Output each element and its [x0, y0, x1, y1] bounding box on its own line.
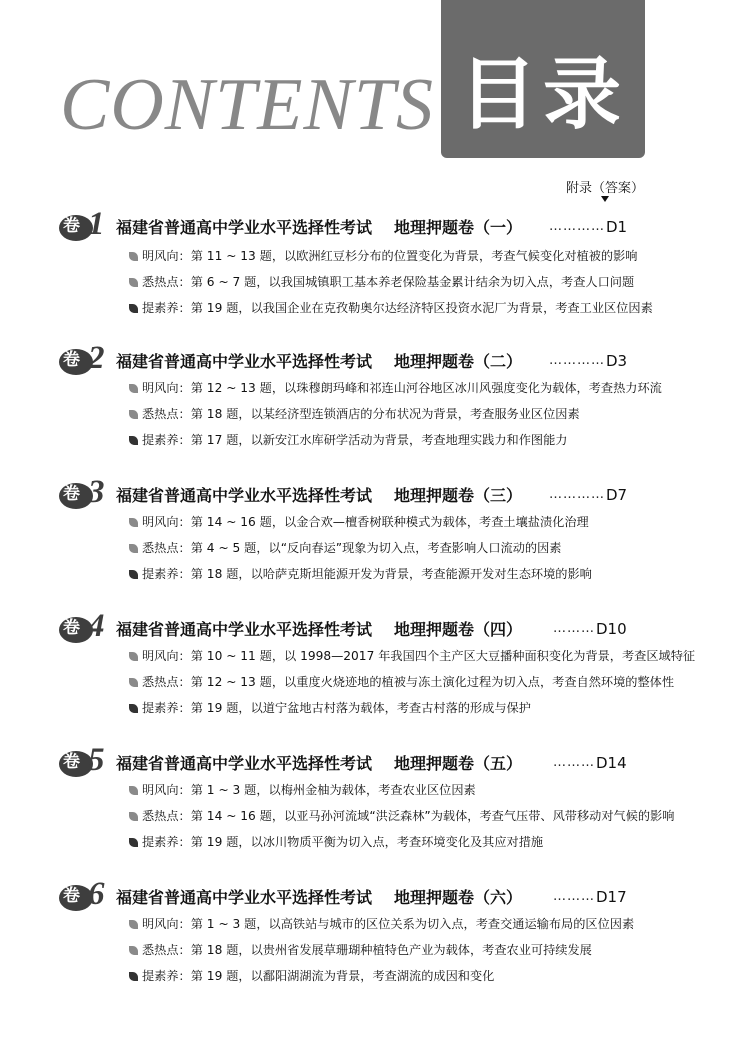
list-item	[129, 247, 637, 265]
list-item	[129, 431, 567, 449]
leaf-icon	[129, 252, 138, 261]
item-text: 明风向：第 11 ~ 13 题，以欧洲红豆杉分布的位置变化为背景，考查气候变化对植被的影响	[142, 249, 638, 263]
leaf-icon	[129, 570, 138, 579]
item-text: 提素养：第 19 题，以鄱阳湖湖流为背景，考查湖流的成因和变化	[142, 969, 495, 983]
appendix-label: 附录（答案）	[566, 181, 645, 196]
leader-dots: …………	[549, 353, 605, 368]
item-text: 提素养：第 19 题，以我国企业在克孜勒奥尔达经济特区投资水泥厂为背景，考查工业区位因素	[142, 301, 653, 315]
list-item	[129, 647, 695, 665]
section-title-sub: 地理押题卷（一）	[394, 218, 523, 237]
leader-dots: …………	[549, 219, 605, 234]
section-title[interactable]	[116, 218, 522, 238]
section-badge	[59, 340, 109, 377]
item-text: 悉热点：第 18 题，以某经济型连锁酒店的分布状况为背景，考查服务业区位因素	[142, 407, 580, 421]
page-title-chinese: 目录	[459, 50, 628, 140]
section-title[interactable]	[116, 486, 522, 506]
list-item	[129, 807, 674, 825]
title-box	[441, 0, 645, 158]
item-text: 提素养：第 19 题，以冰川物质平衡为切入点，考查环境变化及其应对措施	[142, 835, 544, 849]
section-badge	[59, 876, 109, 913]
leaf-icon	[129, 436, 138, 445]
section-title-sub: 地理押题卷（六）	[394, 888, 523, 907]
section-title-main: 福建省普通高中学业水平选择性考试	[116, 754, 373, 773]
item-text: 明风向：第 1 ~ 3 题，以高铁站与城市的区位关系为切入点，考查交通运输布局的区位因素	[142, 917, 635, 931]
badge-label: 卷	[63, 216, 80, 236]
leaf-icon	[129, 838, 138, 847]
section-title[interactable]	[116, 888, 522, 908]
page-number[interactable]: D14	[596, 754, 627, 772]
section-title-main: 福建省普通高中学业水平选择性考试	[116, 888, 373, 907]
section-title-sub: 地理押题卷（四）	[394, 620, 523, 639]
section-badge	[59, 742, 109, 779]
toc-section-6	[0, 876, 749, 1003]
item-text: 提素养：第 19 题，以道宁盆地古村落为载体，考查古村落的形成与保护	[142, 701, 531, 715]
leaf-icon	[129, 946, 138, 955]
leaf-icon	[129, 518, 138, 527]
item-text: 悉热点：第 6 ~ 7 题，以我国城镇职工基本养老保险基金累计结余为切入点，考查人口问题	[142, 275, 635, 289]
item-text: 明风向：第 14 ~ 16 题，以金合欢—檀香树联种模式为载体，考查土壤盐渍化治理	[142, 515, 589, 529]
toc-section-2	[0, 340, 749, 467]
page-number[interactable]: D7	[606, 486, 628, 504]
item-text: 提素养：第 17 题，以新安江水库研学活动为背景，考查地理实践力和作图能力	[142, 433, 568, 447]
section-title-main: 福建省普通高中学业水平选择性考试	[116, 620, 373, 639]
leaf-icon	[129, 304, 138, 313]
list-item	[129, 299, 653, 317]
leaf-icon	[129, 652, 138, 661]
badge-label: 卷	[63, 752, 80, 772]
section-title-sub: 地理押题卷（二）	[394, 352, 523, 371]
list-item	[129, 513, 589, 531]
section-badge	[59, 608, 109, 645]
section-title[interactable]	[116, 352, 522, 372]
badge-label: 卷	[63, 350, 80, 370]
leader-dots: …………	[549, 487, 605, 502]
badge-label: 卷	[63, 886, 80, 906]
leader-dots: ………	[553, 621, 595, 636]
page-number[interactable]: D3	[606, 352, 628, 370]
badge-label: 卷	[63, 484, 80, 504]
badge-number: 1	[88, 206, 105, 242]
list-item	[129, 833, 543, 851]
badge-label: 卷	[63, 618, 80, 638]
list-item	[129, 379, 662, 397]
leaf-icon	[129, 786, 138, 795]
leader-dots: ………	[553, 889, 595, 904]
page-number[interactable]: D10	[596, 620, 627, 638]
list-item	[129, 565, 592, 583]
badge-number: 4	[88, 608, 105, 644]
list-item	[129, 539, 561, 557]
leader-dots: ………	[553, 755, 595, 770]
list-item	[129, 673, 674, 691]
section-title-main: 福建省普通高中学业水平选择性考试	[116, 486, 373, 505]
section-title-main: 福建省普通高中学业水平选择性考试	[116, 352, 373, 371]
item-text: 明风向：第 1 ~ 3 题，以梅州金柚为载体，考查农业区位因素	[142, 783, 476, 797]
section-badge	[59, 206, 109, 243]
page-number[interactable]: D17	[596, 888, 627, 906]
leaf-icon	[129, 704, 138, 713]
section-title[interactable]	[116, 754, 522, 774]
section-title-sub: 地理押题卷（三）	[394, 486, 523, 505]
toc-section-5	[0, 742, 749, 869]
item-text: 明风向：第 10 ~ 11 题，以 1998—2017 年我国四个主产区大豆播种面积变化为背景，考查区域特征	[142, 649, 696, 663]
down-arrow-icon	[601, 196, 609, 202]
leaf-icon	[129, 410, 138, 419]
leaf-icon	[129, 812, 138, 821]
leaf-icon	[129, 384, 138, 393]
leaf-icon	[129, 678, 138, 687]
badge-number: 5	[88, 742, 105, 778]
list-item	[129, 273, 634, 291]
toc-section-3	[0, 474, 749, 601]
section-title[interactable]	[116, 620, 522, 640]
badge-number: 6	[88, 876, 105, 912]
leaf-icon	[129, 920, 138, 929]
item-text: 提素养：第 18 题，以哈萨克斯坦能源开发为背景，考查能源开发对生态环境的影响	[142, 567, 592, 581]
item-text: 明风向：第 12 ~ 13 题，以珠穆朗玛峰和祁连山河谷地区冰川风强度变化为载体，考查热力环流	[142, 381, 662, 395]
badge-number: 2	[88, 340, 105, 376]
list-item	[129, 405, 580, 423]
leaf-icon	[129, 544, 138, 553]
page-title-english: CONTENTS	[60, 64, 435, 146]
list-item	[129, 941, 592, 959]
leaf-icon	[129, 972, 138, 981]
section-badge	[59, 474, 109, 511]
list-item	[129, 915, 634, 933]
list-item	[129, 781, 476, 799]
list-item	[129, 967, 494, 985]
item-text: 悉热点：第 12 ~ 13 题，以重度火烧迹地的植被与冻土演化过程为切入点，考查自然环境的整体性	[142, 675, 675, 689]
item-text: 悉热点：第 14 ~ 16 题，以亚马孙河流域“洪泛森林”为载体，考查气压带、风带移动对气候的影响	[142, 809, 675, 823]
section-title-main: 福建省普通高中学业水平选择性考试	[116, 218, 373, 237]
section-title-sub: 地理押题卷（五）	[394, 754, 523, 773]
leaf-icon	[129, 278, 138, 287]
toc-section-1	[0, 206, 749, 333]
item-text: 悉热点：第 4 ~ 5 题，以“反向春运”现象为切入点，考查影响人口流动的因素	[142, 541, 562, 555]
list-item	[129, 699, 531, 717]
page-number[interactable]: D1	[606, 218, 628, 236]
badge-number: 3	[88, 474, 105, 510]
item-text: 悉热点：第 18 题，以贵州省发展草珊瑚种植特色产业为载体，考查农业可持续发展	[142, 943, 592, 957]
toc-section-4	[0, 608, 749, 735]
